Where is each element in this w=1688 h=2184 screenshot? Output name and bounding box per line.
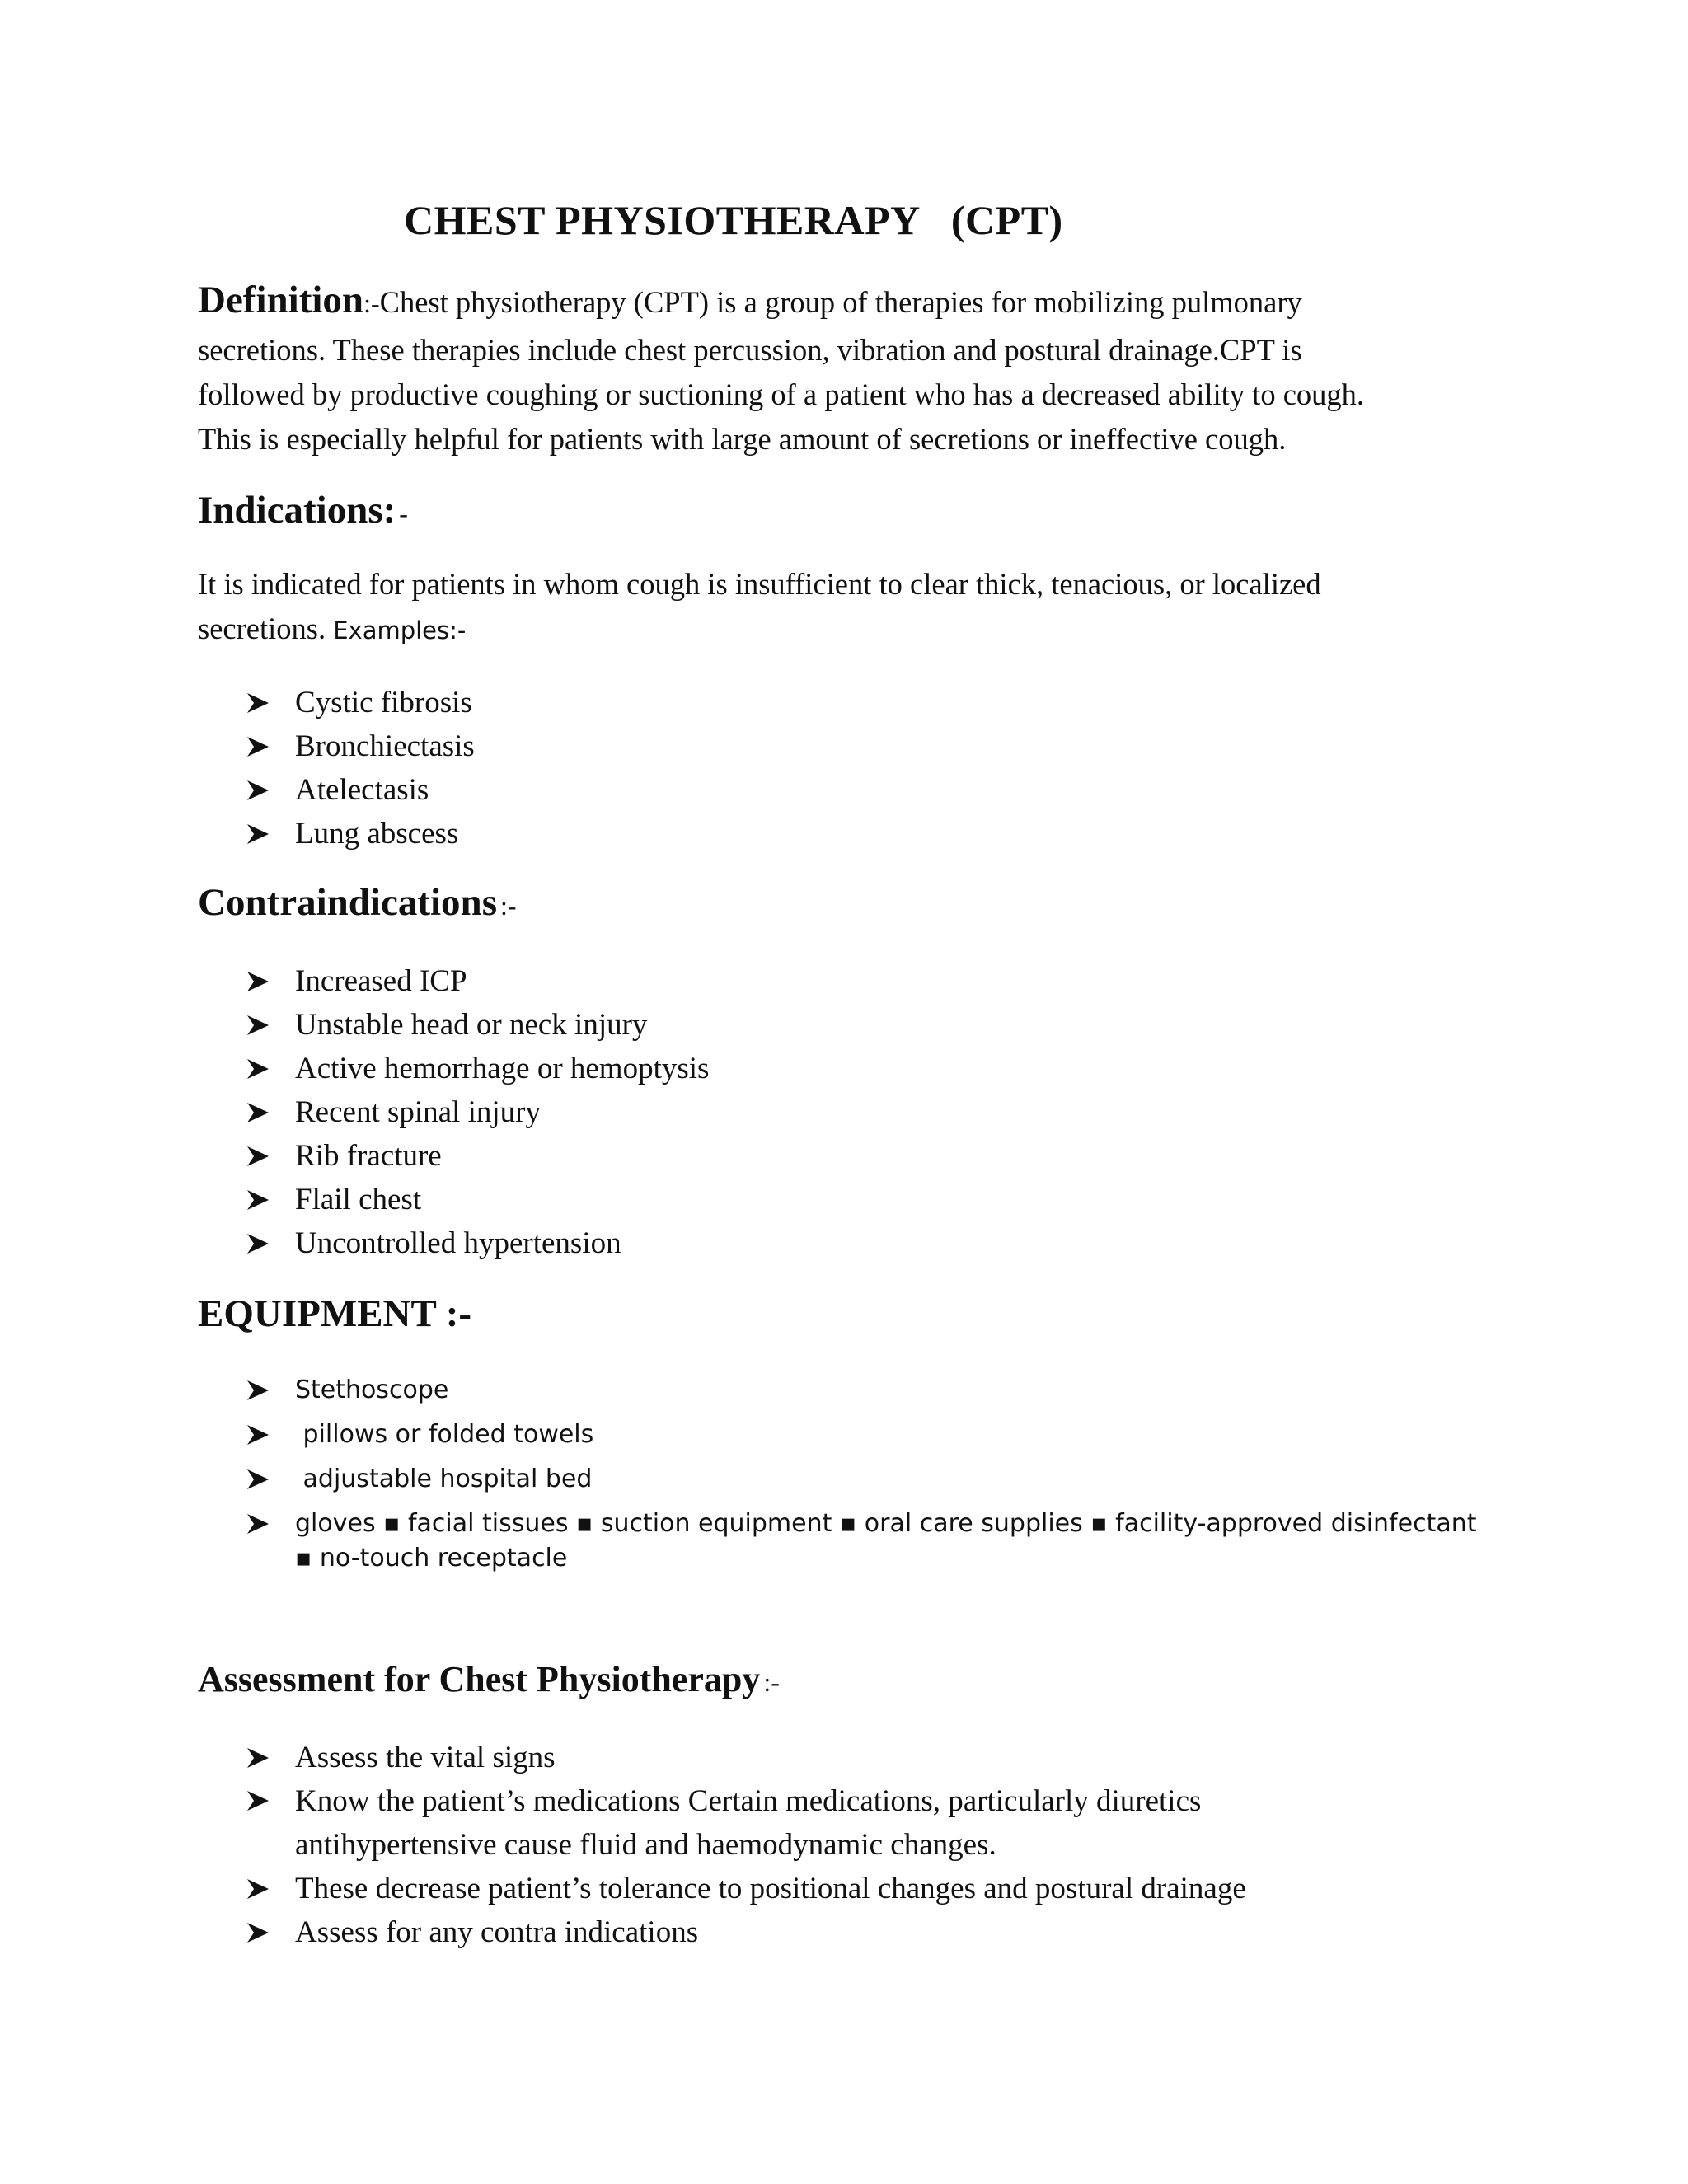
list-item [247, 812, 475, 855]
arrow-bullet-icon [247, 1746, 269, 1769]
equipment-heading-row [198, 1291, 471, 1336]
list-item-text: Uncontrolled hypertension [295, 1226, 621, 1260]
assessment-list [247, 1736, 1334, 1954]
arrow-bullet-icon [247, 1877, 269, 1900]
list-item [247, 1867, 1334, 1910]
page-title: CHEST PHYSIOTHERAPY (CPT) [404, 197, 1063, 243]
definition-line-4: This is especially helpful for patients with large amount of secretions or ineffective cough. [198, 422, 1287, 456]
arrow-bullet-icon [247, 1014, 269, 1037]
list-item-text: Rib fracture [295, 1139, 442, 1173]
list-item-text: Atelectasis [295, 773, 429, 807]
list-item-text: Increased ICP [295, 964, 467, 998]
list-item [247, 768, 475, 812]
arrow-bullet-icon [247, 779, 269, 802]
list-item-text: These decrease patient’s tolerance to positional changes and postural drainage [295, 1872, 1246, 1905]
examples-label: Examples:- [333, 616, 467, 644]
list-item-text: Active hemorrhage or hemoptysis [295, 1052, 710, 1085]
list-item [247, 1779, 1334, 1867]
assessment-heading: Assessment for Chest Physiotherapy [198, 1659, 761, 1699]
definition-line-3: followed by productive coughing or suctioning of a patient who has a decreased ability to cough. [198, 377, 1365, 411]
indications-line-2 [198, 607, 1484, 653]
contraindications-heading: Contraindications [198, 881, 497, 924]
list-item-text: Unstable head or neck injury [295, 1008, 648, 1042]
arrow-bullet-icon [247, 1101, 269, 1124]
definition-paragraph [198, 328, 1484, 462]
list-item [247, 1368, 1482, 1413]
equipment-list [247, 1368, 1482, 1576]
indications-line-2-text: secretions. [198, 612, 326, 645]
equipment-heading: EQUIPMENT :- [198, 1292, 472, 1335]
arrow-bullet-icon [247, 970, 269, 993]
definition-heading-suffix: :- [363, 288, 380, 318]
arrow-bullet-icon [247, 1379, 269, 1402]
assessment-heading-row [198, 1658, 780, 1700]
list-item-text: Bronchiectasis [295, 729, 475, 763]
arrow-bullet-icon [247, 1232, 269, 1255]
list-item-text: Flail chest [295, 1183, 422, 1216]
list-item [247, 1502, 1482, 1576]
arrow-bullet-icon [247, 823, 269, 846]
indications-heading-suffix: - [399, 499, 408, 528]
list-item [247, 1413, 1482, 1457]
definition-heading: Definition [198, 279, 364, 321]
arrow-bullet-icon [247, 691, 269, 715]
indications-line-1: It is indicated for patients in whom cough is insufficient to clear thick, tenacious, or localized [198, 567, 1321, 601]
arrow-bullet-icon [247, 1789, 269, 1812]
list-item [247, 1090, 709, 1134]
list-item-text: Lung abscess [295, 817, 459, 851]
list-item-text: gloves ▪ facial tissues ▪ suction equipment ▪ oral care supplies ▪ facility-approved disinfectant ▪ no-touch receptacle [295, 1509, 1477, 1572]
list-item [247, 1910, 1334, 1954]
arrow-bullet-icon [247, 1468, 269, 1491]
contraindications-heading-row [198, 880, 517, 925]
list-item [247, 1134, 709, 1178]
indications-list [247, 681, 475, 855]
list-item [247, 959, 709, 1003]
assessment-heading-suffix: :- [763, 1667, 780, 1697]
definition-heading-row [198, 278, 1302, 322]
arrow-bullet-icon [247, 1057, 269, 1080]
contraindications-heading-suffix: :- [500, 891, 517, 921]
list-item-text: Assess the vital signs [295, 1741, 556, 1774]
indications-heading-row [198, 488, 408, 532]
list-item [247, 1736, 1334, 1779]
arrow-bullet-icon [247, 1921, 269, 1944]
arrow-bullet-icon [247, 1512, 269, 1535]
arrow-bullet-icon [247, 1188, 269, 1212]
list-item [247, 681, 475, 724]
contraindications-list [247, 959, 709, 1265]
list-item-text: Stethoscope [295, 1376, 449, 1404]
definition-line-2: secretions. These therapies include chest percussion, vibration and postural drainage.CPT is [198, 333, 1302, 367]
indications-heading: Indications: [198, 489, 396, 532]
arrow-bullet-icon [247, 1423, 269, 1446]
list-item-text: Recent spinal injury [295, 1095, 541, 1129]
list-item [247, 724, 475, 768]
list-item [247, 1178, 709, 1221]
arrow-bullet-icon [247, 1145, 269, 1168]
indications-paragraph [198, 562, 1484, 653]
list-item [247, 1221, 709, 1265]
list-item-text: Cystic fibrosis [295, 686, 472, 719]
list-item [247, 1457, 1482, 1502]
list-item [247, 1047, 709, 1090]
list-item [247, 1003, 709, 1047]
definition-line-1: Chest physiotherapy (CPT) is a group of therapies for mobilizing pulmonary [379, 285, 1302, 319]
list-item-text: adjustable hospital bed [295, 1465, 593, 1493]
list-item-text: pillows or folded towels [295, 1420, 594, 1449]
list-item-text: Assess for any contra indications [295, 1915, 699, 1949]
list-item-text: Know the patient’s medications Certain medications, particularly diuretics antihypertensive cause fluid and haemodynamic changes. [295, 1784, 1202, 1862]
arrow-bullet-icon [247, 735, 269, 758]
